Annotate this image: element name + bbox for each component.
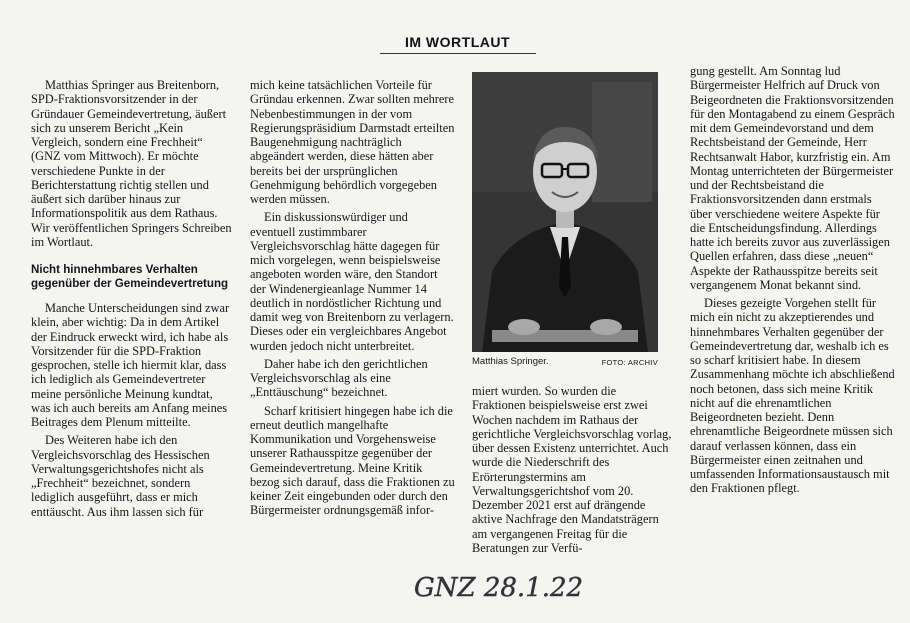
rubric-divider [380, 53, 536, 54]
paragraph: Scharf kritisiert hingegen habe ich die erneut deutlich mangelhafte Kommunikation und Vorgehensweise unserer Rathausspitze gegenüber der Gemeindevertretung. Meine Kritik bezog sich darauf, dass die Fraktionen zu keiner Zeit eingebunden oder durch den Bürgermeister ordnungsgemäß infor- [250, 403, 455, 518]
paragraph: miert wurden. So wurden die Fraktionen beispielsweise erst zwei Wochen nachdem im Rathaus der gerichtliche Vergleichsvorschlag vorlag, über dessen Existenz unterrichtet. Auch wurde die Niederschrift des Erörterungstermins am Verwaltungsgerichtshof vom 20. Dezember 2021 erst auf drängende aktive Nachfrage den Mandatsträgern am vergangenen Freitag für die Beratungen zur Verfü- [472, 384, 672, 555]
paragraph: Manche Unterscheidungen sind zwar klein, aber wichtig: Da in dem Artikel der Eindruck erweckt wird, ich habe als Vorsitzender für die SPD-Fraktion gesprochen, stelle ich hiermit klar, dass ich lediglich als Gemeindevertreter meine persönliche Meinung kundtat, was ich auch bereits am Anfang meines Beitrages dem Plenum mitteilte. [31, 301, 230, 429]
paragraph: mich keine tatsächlichen Vorteile für Gründau erkennen. Zwar sollten mehrere Nebenbestimmungen in der vom Regierungspräsidium Darmstadt erteilten Baugenehmigung nachträglich abgeändert werden, diese hätten aber bereits bei der ursprünglichen Genehmigung behördlich vorgegeben werden müssen. [250, 78, 455, 206]
column-4 [690, 64, 895, 564]
photo-caption [472, 356, 658, 367]
paragraph: Ein diskussionswürdiger und eventuell zustimmbarer Vergleichsvorschlag hätte dagegen für mich vorgelegen, wenn beispielsweise angeboten worden wäre, den Standort der Windenergieanlage Nummer 14 deutlich in nordöstlicher Richtung und damit weg von Breitenborn zu verlagern. Dieses oder ein vergleichbares Angebot wurden jedoch nicht unterbreitet. [250, 210, 454, 353]
paragraph: Des Weiteren habe ich den Vergleichsvorschlag des Hessischen Verwaltungsgerichtshofes nicht als „Frechheit“ bezeichnet, sondern lediglich ausgeführt, dass er mich enttäuscht. Aus ihm lassen sich für [31, 433, 210, 519]
intro-paragraph: Matthias Springer aus Breitenborn, SPD-Fraktionsvorsitzender in der Gründauer Gemeindevertretung, äußert sich zu unserem Bericht „Kein Vergleich, sondern eine Frechheit“ (GNZ vom Mittwoch). Er möchte verschiedene Punkte in der Berichterstattung richtig stellen und äußert sich darüber hinaus zur Informationspolitik aus dem Rathaus. Wir veröffentlichen Springers Schreiben im Wortlaut. [31, 78, 232, 249]
portrait-photo [472, 72, 658, 352]
paragraph: gung gestellt. Am Sonntag lud Bürgermeister Helfrich auf Druck von Beigeordneten die Fraktionsvorsitzenden für den Montagabend zu einem Gespräch mit dem Gemeindevorstand und dem Rechtsbeistand der Gemeinde, Herr Rechtsanwalt Habor, kurzfristig ein. Am Montag unterrichteten der Bürgermeister und der Rechtsbeistand die Fraktionsvorsitzenden dann erstmals über verschiedene weitere Aspekte für die Entscheidungsfindung. Allerdings hatte ich bereits zuvor aus zuverlässigen Quellen erfahren, dass diese „neuen“ Aspekte der Rathausspitze bereits seit vergangenem Monat bekannt sind. [690, 64, 895, 292]
column-1 [31, 78, 235, 558]
photo-credit: FOTO: ARCHIV [601, 358, 658, 367]
column-2 [250, 78, 455, 558]
paragraph: Daher habe ich den gerichtlichen Vergleichsvorschlag als eine „Enttäuschung“ bezeichnet. [250, 356, 428, 400]
portrait-illustration [472, 72, 658, 352]
handwritten-date-note [410, 566, 610, 606]
section-rubric: IM WORTLAUT [404, 34, 511, 50]
subheading: Nicht hinnehmbares Verhalten gegenüber der Gemeindevertretung [31, 263, 229, 290]
column-3 [472, 384, 672, 559]
handwritten-note-text: GNZ 28.1.22 [414, 573, 584, 603]
paragraph: Dieses gezeigte Vorgehen stellt für mich ein nicht zu akzeptierendes und hinnehmbares Verhalten gegenüber der Gemeindevertretung dar, weshalb ich es so scharf kritisiert habe. In diesem Zusammenhang möchte ich abschließend noch betonen, dass sich meine Kritik nicht auf die ehrenamtlichen Beigeordneten bezieht. Denn ehrenamtliche Beigeordnete müssen sich darauf verlassen können, dass ein Bürgermeister einen zeitnahen und umfassenden Informationsaustausch mit den Fraktionen pflegt. [690, 296, 895, 496]
caption-text: Matthias Springer. [472, 356, 549, 367]
